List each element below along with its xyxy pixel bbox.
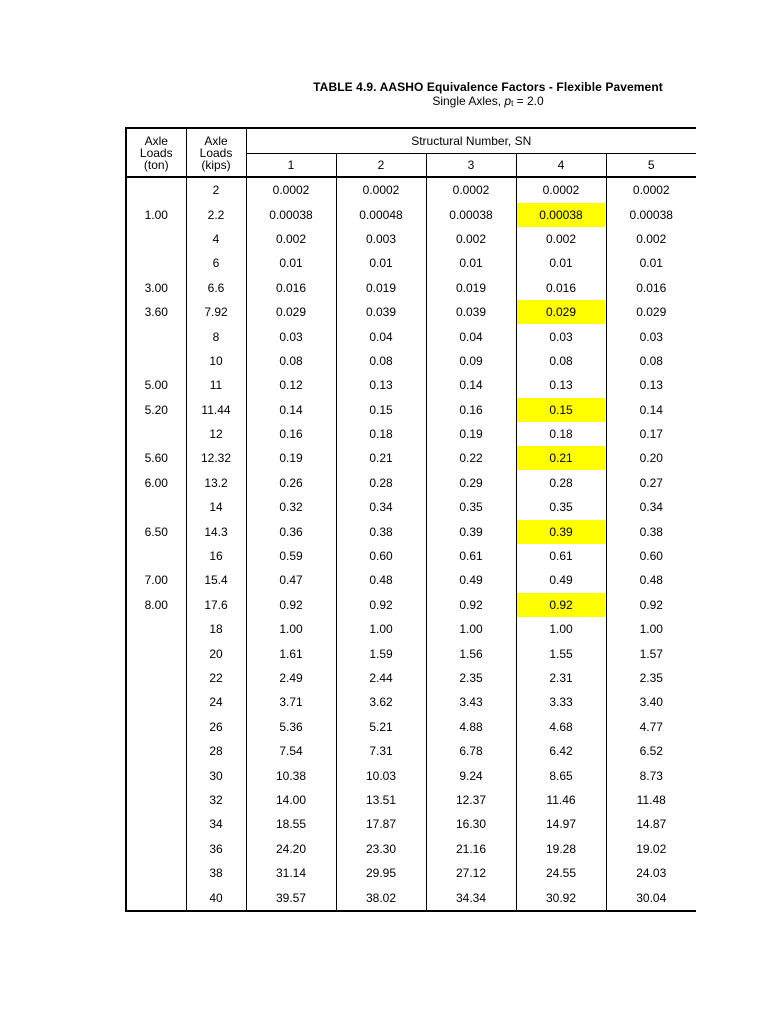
cell-sn-3: 1.00 (426, 617, 516, 641)
cell-sn-5: 24.03 (636, 866, 667, 881)
cell-axle-ton: 3.60 (126, 300, 186, 324)
cell-sn-4 (516, 202, 606, 226)
table-row (126, 446, 696, 470)
highlighted-value: 0.39 (517, 520, 605, 544)
cell-axle-ton (126, 617, 186, 641)
cell-sn-3: 0.19 (426, 422, 516, 446)
cell-sn-1: 0.01 (246, 251, 336, 275)
cell-sn-4: 0.0002 (516, 177, 606, 202)
cell-axle-kips: 17.6 (186, 593, 246, 617)
cell-axle-ton: 5.00 (126, 373, 186, 397)
cell-axle-ton: 3.00 (126, 276, 186, 300)
table-row (126, 788, 696, 812)
cell-axle-ton: 5.20 (126, 398, 186, 422)
cell-sn-1: 24.20 (246, 837, 336, 861)
cell-sn-5: 0.60 (639, 549, 663, 564)
table-row (126, 666, 696, 690)
cell-sn-1: 1.61 (246, 641, 336, 665)
cell-axle-kips: 11.44 (186, 398, 246, 422)
table-row (126, 519, 696, 543)
highlighted-value: 0.15 (517, 398, 605, 422)
highlighted-value: 0.029 (517, 300, 605, 324)
cell-axle-kips: 24 (186, 690, 246, 714)
cell-sn-1: 0.19 (246, 446, 336, 470)
cell-sn-4: 0.18 (516, 422, 606, 446)
subtitle-subscript: t (511, 99, 514, 108)
cell-sn-5: 0.17 (639, 427, 663, 442)
table-row (126, 177, 696, 202)
table-body (126, 177, 696, 911)
cell-axle-kips: 38 (186, 861, 246, 885)
cell-sn-2: 1.00 (336, 617, 426, 641)
cell-sn-2: 0.38 (336, 519, 426, 543)
header-axle-loads-ton: Axle Loads (ton) (126, 128, 186, 177)
cell-axle-kips: 20 (186, 641, 246, 665)
cell-sn-5: 0.00038 (629, 207, 673, 222)
cell-sn-3: 0.29 (426, 471, 516, 495)
cell-axle-ton (126, 763, 186, 787)
cell-sn-3: 0.01 (426, 251, 516, 275)
cell-sn-3: 34.34 (426, 885, 516, 910)
highlighted-value: 0.21 (517, 446, 605, 470)
equivalence-factors-table (125, 127, 696, 912)
table-row (126, 690, 696, 714)
table-row (126, 227, 696, 251)
cell-axle-ton (126, 251, 186, 275)
cell-sn-4 (516, 446, 606, 470)
cell-sn-5: 0.01 (639, 256, 663, 271)
table-row (126, 617, 696, 641)
cell-axle-ton (126, 788, 186, 812)
cell-axle-ton (126, 666, 186, 690)
cell-axle-kips: 2.2 (186, 202, 246, 226)
cell-sn-3: 21.16 (426, 837, 516, 861)
cell-sn-5: 0.0002 (632, 183, 670, 198)
cell-sn-3: 6.78 (426, 739, 516, 763)
cell-sn-5: 2.35 (639, 671, 663, 685)
table-row (126, 300, 696, 324)
cell-sn-5: 8.73 (639, 768, 663, 783)
cell-axle-ton (126, 227, 186, 251)
table-row (126, 568, 696, 592)
cell-sn-2: 17.87 (336, 812, 426, 836)
cell-sn-3: 0.0002 (426, 177, 516, 202)
cell-sn-1: 3.71 (246, 690, 336, 714)
table-row (126, 276, 696, 300)
cell-sn-1: 1.00 (246, 617, 336, 641)
cell-sn-4 (516, 519, 606, 543)
table-row (126, 324, 696, 348)
cell-sn-2: 38.02 (336, 885, 426, 910)
cell-sn-1: 0.16 (246, 422, 336, 446)
cell-sn-5: 14.87 (636, 817, 667, 832)
cell-sn-1: 2.49 (246, 666, 336, 690)
cell-sn-5: 0.03 (639, 329, 663, 344)
highlighted-value: 0.00038 (517, 203, 605, 227)
cell-sn-1: 0.08 (246, 349, 336, 373)
cell-axle-kips: 14.3 (186, 519, 246, 543)
cell-sn-1: 5.36 (246, 715, 336, 739)
cell-axle-ton (126, 885, 186, 910)
cell-axle-ton (126, 422, 186, 446)
cell-sn-2: 10.03 (336, 763, 426, 787)
cell-sn-2: 13.51 (336, 788, 426, 812)
cell-sn-3: 0.039 (426, 300, 516, 324)
cell-axle-ton: 6.00 (126, 471, 186, 495)
cell-axle-ton (126, 837, 186, 861)
cell-sn-5: 0.029 (636, 305, 667, 320)
cell-axle-kips: 30 (186, 763, 246, 787)
cell-sn-4: 0.13 (516, 373, 606, 397)
cell-sn-2: 0.0002 (336, 177, 426, 202)
header-sn-4: 4 (516, 154, 606, 178)
cell-sn-5: 0.48 (639, 573, 663, 588)
cell-axle-kips: 6.6 (186, 276, 246, 300)
cell-axle-ton (126, 349, 186, 373)
cell-sn-3: 12.37 (426, 788, 516, 812)
cell-sn-5: 19.02 (636, 841, 667, 856)
cell-axle-kips: 16 (186, 544, 246, 568)
header-structural-number: Structural Number, SN (246, 128, 696, 154)
cell-sn-4: 0.61 (516, 544, 606, 568)
cell-axle-kips: 32 (186, 788, 246, 812)
cell-sn-4 (516, 593, 606, 617)
cell-sn-4: 11.46 (516, 788, 606, 812)
cell-sn-4: 0.01 (516, 251, 606, 275)
subtitle-prefix: Single Axles, (432, 94, 505, 108)
cell-sn-2: 0.003 (336, 227, 426, 251)
header-sn-5: 5 (606, 154, 696, 178)
cell-sn-4 (516, 398, 606, 422)
cell-sn-5: 4.77 (639, 719, 663, 734)
table-row (126, 422, 696, 446)
table-row (126, 202, 696, 226)
cell-axle-ton: 5.60 (126, 446, 186, 470)
table-row (126, 739, 696, 763)
cell-sn-3: 0.14 (426, 373, 516, 397)
subtitle-suffix: = 2.0 (513, 94, 544, 108)
cell-sn-5: 0.92 (639, 597, 663, 612)
header-sn-2: 2 (336, 154, 426, 178)
cell-sn-3: 0.04 (426, 324, 516, 348)
cell-sn-5: 0.14 (639, 402, 663, 417)
cell-sn-1: 0.03 (246, 324, 336, 348)
cell-sn-4: 0.35 (516, 495, 606, 519)
cell-sn-3: 16.30 (426, 812, 516, 836)
cell-axle-ton: 8.00 (126, 593, 186, 617)
cell-sn-2: 0.039 (336, 300, 426, 324)
header-sn-3: 3 (426, 154, 516, 178)
cell-sn-5: 0.38 (639, 524, 663, 539)
cell-sn-2: 0.60 (336, 544, 426, 568)
table-row (126, 641, 696, 665)
cell-sn-4: 3.33 (516, 690, 606, 714)
cell-sn-3: 0.49 (426, 568, 516, 592)
cell-axle-ton (126, 495, 186, 519)
cell-axle-kips: 2 (186, 177, 246, 202)
cell-sn-2: 2.44 (336, 666, 426, 690)
table-row (126, 251, 696, 275)
cell-sn-2: 0.13 (336, 373, 426, 397)
cell-axle-ton (126, 739, 186, 763)
cell-sn-2: 0.08 (336, 349, 426, 373)
cell-sn-4: 6.42 (516, 739, 606, 763)
cell-sn-1: 0.14 (246, 398, 336, 422)
cell-axle-kips: 14 (186, 495, 246, 519)
cell-axle-kips: 40 (186, 885, 246, 910)
cell-sn-1: 10.38 (246, 763, 336, 787)
cell-sn-3: 0.16 (426, 398, 516, 422)
cell-sn-5: 1.57 (639, 646, 663, 661)
table-row (126, 885, 696, 910)
table-row (126, 861, 696, 885)
cell-sn-1: 31.14 (246, 861, 336, 885)
cell-sn-5: 3.40 (639, 695, 663, 710)
cell-sn-5: 0.27 (639, 475, 663, 490)
table-header (126, 128, 696, 177)
cell-sn-2: 0.34 (336, 495, 426, 519)
cell-sn-5: 0.13 (639, 378, 663, 393)
cell-sn-2: 0.019 (336, 276, 426, 300)
cell-sn-3: 0.39 (426, 519, 516, 543)
cell-sn-1: 0.002 (246, 227, 336, 251)
cell-sn-3: 0.22 (426, 446, 516, 470)
cell-sn-1: 0.0002 (246, 177, 336, 202)
cell-sn-4: 0.03 (516, 324, 606, 348)
cell-sn-2: 0.92 (336, 593, 426, 617)
cell-sn-3: 1.56 (426, 641, 516, 665)
cell-sn-1: 14.00 (246, 788, 336, 812)
cell-sn-4: 0.002 (516, 227, 606, 251)
cell-axle-kips: 7.92 (186, 300, 246, 324)
cell-axle-kips: 10 (186, 349, 246, 373)
cell-sn-4: 1.55 (516, 641, 606, 665)
cell-axle-kips: 13.2 (186, 471, 246, 495)
cell-axle-kips: 12.32 (186, 446, 246, 470)
cell-sn-5: 0.20 (639, 451, 663, 466)
cell-sn-5: 0.34 (639, 500, 663, 515)
cell-sn-5: 11.48 (636, 792, 666, 807)
cell-sn-4: 0.08 (516, 349, 606, 373)
cell-sn-5: 30.04 (636, 890, 667, 905)
table-row (126, 495, 696, 519)
table-row (126, 593, 696, 617)
cell-sn-1: 0.029 (246, 300, 336, 324)
cell-axle-kips: 22 (186, 666, 246, 690)
cell-sn-4: 30.92 (516, 885, 606, 910)
cell-sn-4: 0.49 (516, 568, 606, 592)
cell-axle-kips: 6 (186, 251, 246, 275)
cell-sn-2: 3.62 (336, 690, 426, 714)
cell-sn-2: 5.21 (336, 715, 426, 739)
cell-sn-2: 0.18 (336, 422, 426, 446)
cell-axle-kips: 4 (186, 227, 246, 251)
cell-sn-3: 3.43 (426, 690, 516, 714)
table-caption (300, 80, 676, 111)
cell-sn-1: 39.57 (246, 885, 336, 910)
cell-axle-kips: 8 (186, 324, 246, 348)
cell-sn-4: 8.65 (516, 763, 606, 787)
cell-sn-3: 9.24 (426, 763, 516, 787)
cell-sn-2: 0.15 (336, 398, 426, 422)
cell-sn-3: 2.35 (426, 666, 516, 690)
cell-axle-ton (126, 715, 186, 739)
header-sn-1: 1 (246, 154, 336, 178)
cell-axle-ton: 1.00 (126, 202, 186, 226)
cell-sn-1: 18.55 (246, 812, 336, 836)
cell-axle-kips: 15.4 (186, 568, 246, 592)
cell-sn-1: 0.59 (246, 544, 336, 568)
cell-sn-5: 0.08 (639, 353, 663, 368)
cell-sn-3: 0.61 (426, 544, 516, 568)
cell-axle-ton: 6.50 (126, 519, 186, 543)
cell-axle-ton: 7.00 (126, 568, 186, 592)
table-row (126, 471, 696, 495)
table-row (126, 373, 696, 397)
cell-axle-kips: 28 (186, 739, 246, 763)
cell-axle-ton (126, 861, 186, 885)
cell-axle-kips: 11 (186, 373, 246, 397)
cell-sn-4: 14.97 (516, 812, 606, 836)
cell-sn-3: 27.12 (426, 861, 516, 885)
cell-sn-2: 23.30 (336, 837, 426, 861)
cell-sn-3: 4.88 (426, 715, 516, 739)
table-row (126, 544, 696, 568)
cell-sn-2: 1.59 (336, 641, 426, 665)
cell-sn-4: 0.016 (516, 276, 606, 300)
cell-sn-3: 0.002 (426, 227, 516, 251)
cell-sn-2: 29.95 (336, 861, 426, 885)
header-axle-loads-kips: Axle Loads (kips) (186, 128, 246, 177)
cell-axle-ton (126, 641, 186, 665)
cell-axle-ton (126, 324, 186, 348)
cell-axle-kips: 18 (186, 617, 246, 641)
cell-sn-1: 0.36 (246, 519, 336, 543)
subtitle-variable: p (504, 94, 512, 108)
cell-sn-1: 0.016 (246, 276, 336, 300)
table-row (126, 763, 696, 787)
cell-sn-2: 7.31 (336, 739, 426, 763)
cell-sn-3: 0.35 (426, 495, 516, 519)
cell-sn-4: 1.00 (516, 617, 606, 641)
cell-sn-5: 0.016 (636, 280, 667, 295)
cell-axle-ton (126, 690, 186, 714)
cell-axle-kips: 26 (186, 715, 246, 739)
cell-axle-ton (126, 544, 186, 568)
cell-axle-kips: 12 (186, 422, 246, 446)
cell-sn-4 (516, 300, 606, 324)
cell-sn-4: 2.31 (516, 666, 606, 690)
cell-sn-2: 0.00048 (336, 202, 426, 226)
cell-axle-kips: 34 (186, 812, 246, 836)
cell-sn-3: 0.019 (426, 276, 516, 300)
cell-sn-1: 0.47 (246, 568, 336, 592)
cell-sn-1: 0.32 (246, 495, 336, 519)
table-subtitle (300, 94, 676, 111)
cell-axle-ton (126, 812, 186, 836)
cell-sn-3: 0.09 (426, 349, 516, 373)
table-row (126, 349, 696, 373)
cell-sn-5: 1.00 (639, 622, 663, 637)
cell-sn-4: 4.68 (516, 715, 606, 739)
cell-sn-1: 0.12 (246, 373, 336, 397)
cell-sn-2: 0.28 (336, 471, 426, 495)
cell-sn-3: 0.00038 (426, 202, 516, 226)
cell-sn-4: 24.55 (516, 861, 606, 885)
cell-axle-ton (126, 177, 186, 202)
cell-sn-2: 0.04 (336, 324, 426, 348)
table-row (126, 715, 696, 739)
cell-sn-1: 0.92 (246, 593, 336, 617)
cell-sn-2: 0.48 (336, 568, 426, 592)
table-row (126, 398, 696, 422)
cell-axle-kips: 36 (186, 837, 246, 861)
cell-sn-4: 19.28 (516, 837, 606, 861)
cell-sn-2: 0.21 (336, 446, 426, 470)
cell-sn-2: 0.01 (336, 251, 426, 275)
highlighted-value: 0.92 (517, 593, 605, 617)
table-title: TABLE 4.9. AASHO Equivalence Factors - Flexible Pavement (313, 80, 663, 94)
cell-sn-4: 0.28 (516, 471, 606, 495)
table-row (126, 812, 696, 836)
cell-sn-5: 0.002 (636, 231, 667, 246)
table-row (126, 837, 696, 861)
cell-sn-1: 0.00038 (246, 202, 336, 226)
cell-sn-3: 0.92 (426, 593, 516, 617)
cell-sn-1: 0.26 (246, 471, 336, 495)
cell-sn-1: 7.54 (246, 739, 336, 763)
cell-sn-5: 6.52 (639, 744, 663, 759)
